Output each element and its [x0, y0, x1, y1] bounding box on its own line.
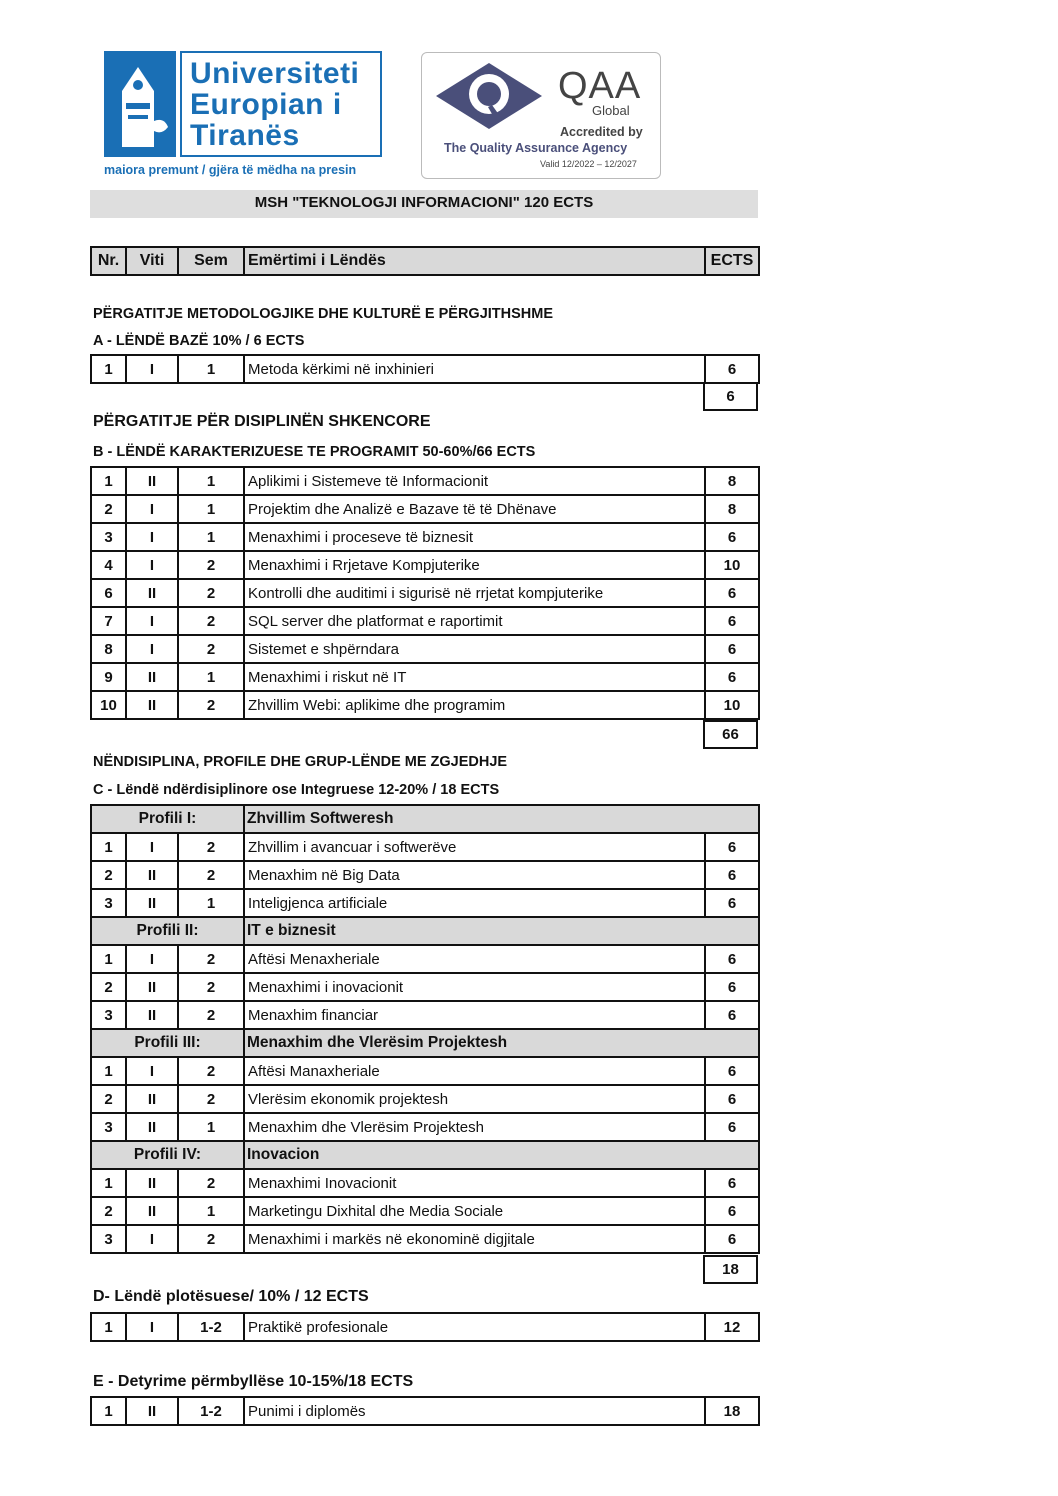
cell-viti: II: [126, 973, 178, 1001]
section-c-total: 18: [703, 1255, 758, 1284]
profile-name: Menaxhim dhe Vlerësim Projektesh: [244, 1029, 759, 1057]
cell-nr: 3: [91, 523, 126, 551]
cell-nr: 4: [91, 551, 126, 579]
cell-ects: 6: [705, 945, 759, 973]
cell-course-name: Metoda kërkimi në inxhinieri: [244, 355, 705, 383]
cell-course-name: SQL server dhe platformat e raportimit: [244, 607, 705, 635]
cell-ects: 6: [705, 1057, 759, 1085]
section-c-row: [91, 1169, 759, 1197]
section-a-group-title: PËRGATITJE METODOLOGJIKE DHE KULTURË E PËRGJITHSHME: [93, 306, 554, 322]
section-b-row: [91, 663, 759, 691]
cell-course-name: Menaxhimi i inovacionit: [244, 973, 705, 1001]
cell-course-name: Sistemet e shpërndara: [244, 635, 705, 663]
cell-viti: II: [126, 889, 178, 917]
column-header-table: [90, 246, 760, 276]
qaa-brand: QAA: [558, 65, 642, 107]
cell-sem: 1: [178, 355, 244, 383]
cell-viti: II: [126, 467, 178, 495]
cell-nr: 1: [91, 1169, 126, 1197]
cell-sem: 2: [178, 1001, 244, 1029]
section-c-row: [91, 1001, 759, 1029]
cell-sem: 1: [178, 495, 244, 523]
section-c-row: [91, 861, 759, 889]
university-name-line-2: Europian i: [190, 88, 342, 121]
cell-sem: 2: [178, 1225, 244, 1253]
section-a-total: 6: [703, 382, 758, 411]
profile-header-row: [91, 917, 759, 945]
cell-sem: 1-2: [178, 1313, 244, 1341]
cell-sem: 2: [178, 973, 244, 1001]
cell-course-name: Menaxhimi i markës në ekonominë digjitale: [244, 1225, 705, 1253]
profile-name: Zhvillim Softweresh: [244, 805, 759, 833]
cell-viti: II: [126, 1197, 178, 1225]
section-e-table: [90, 1396, 760, 1426]
cell-viti: I: [126, 1313, 178, 1341]
cell-nr: 2: [91, 1197, 126, 1225]
section-a-row: [91, 355, 759, 383]
cell-nr: 1: [91, 1057, 126, 1085]
cell-nr: 2: [91, 861, 126, 889]
cell-ects: 6: [705, 1001, 759, 1029]
cell-sem: 1: [178, 1113, 244, 1141]
cell-viti: II: [126, 663, 178, 691]
cell-ects: 8: [705, 495, 759, 523]
cell-course-name: Zhvillim i avancuar i softwerëve: [244, 833, 705, 861]
header-sem: Sem: [178, 247, 244, 275]
cell-sem: 1: [178, 889, 244, 917]
section-c-table: [90, 804, 760, 1254]
cell-sem: 2: [178, 1169, 244, 1197]
cell-sem: 2: [178, 551, 244, 579]
university-name-box: [180, 51, 382, 157]
section-c-row: [91, 1225, 759, 1253]
cell-course-name: Menaxhim në Big Data: [244, 861, 705, 889]
cell-sem: 2: [178, 1057, 244, 1085]
cell-course-name: Marketingu Dixhital dhe Media Sociale: [244, 1197, 705, 1225]
university-name-line-1: Universiteti: [190, 57, 360, 90]
cell-nr: 1: [91, 467, 126, 495]
section-c-row: [91, 1113, 759, 1141]
section-b-row: [91, 691, 759, 719]
cell-viti: II: [126, 1397, 178, 1425]
section-b-title: B - LËNDË KARAKTERIZUESE TE PROGRAMIT 50-60%/66 ECTS: [93, 444, 536, 460]
cell-viti: I: [126, 523, 178, 551]
section-b-row: [91, 467, 759, 495]
qaa-agency: The Quality Assurance Agency: [444, 141, 628, 155]
cell-sem: 2: [178, 607, 244, 635]
section-d-title: D- Lëndë plotësuese/ 10% / 12 ECTS: [93, 1288, 369, 1305]
cell-viti: I: [126, 833, 178, 861]
cell-ects: 6: [705, 635, 759, 663]
section-b-table: [90, 466, 760, 720]
cell-sem: 1: [178, 467, 244, 495]
profile-label: Profili II:: [91, 917, 244, 945]
cell-ects: 6: [705, 579, 759, 607]
cell-nr: 1: [91, 833, 126, 861]
section-b-row: [91, 495, 759, 523]
profile-header-row: [91, 1141, 759, 1169]
cell-ects: 6: [705, 607, 759, 635]
cell-sem: 1: [178, 663, 244, 691]
cell-ects: 6: [705, 973, 759, 1001]
section-a-table: [90, 354, 760, 384]
cell-course-name: Praktikë profesionale: [244, 1313, 705, 1341]
cell-ects: 6: [705, 1113, 759, 1141]
cell-ects: 18: [705, 1397, 759, 1425]
section-b-row: [91, 607, 759, 635]
qaa-sub: Global: [592, 103, 630, 118]
qaa-accredited-by: Accredited by: [560, 125, 643, 139]
profile-header-row: [91, 805, 759, 833]
section-b-group-title: PËRGATITJE PËR DISIPLINËN SHKENCORE: [93, 413, 431, 430]
cell-viti: II: [126, 1169, 178, 1197]
cell-nr: 2: [91, 495, 126, 523]
cell-ects: 6: [705, 861, 759, 889]
cell-viti: I: [126, 607, 178, 635]
cell-nr: 7: [91, 607, 126, 635]
profile-label: Profili I:: [91, 805, 244, 833]
cell-course-name: Menaxhimi i Rrjetave Kompjuterike: [244, 551, 705, 579]
section-c-row: [91, 1057, 759, 1085]
cell-ects: 6: [705, 1225, 759, 1253]
cell-nr: 3: [91, 1001, 126, 1029]
university-name-line-3: Tiranës: [190, 119, 300, 152]
column-header-row: [91, 247, 759, 275]
university-emblem-icon: [104, 51, 176, 157]
qaa-valid: Valid 12/2022 – 12/2027: [540, 159, 637, 169]
cell-sem: 1: [178, 1197, 244, 1225]
section-c-row: [91, 945, 759, 973]
cell-nr: 8: [91, 635, 126, 663]
cell-nr: 3: [91, 1225, 126, 1253]
cell-nr: 3: [91, 1113, 126, 1141]
cell-viti: II: [126, 579, 178, 607]
cell-ects: 10: [705, 551, 759, 579]
cell-ects: 6: [705, 355, 759, 383]
cell-viti: II: [126, 691, 178, 719]
cell-course-name: Aftësi Manaxheriale: [244, 1057, 705, 1085]
cell-ects: 6: [705, 833, 759, 861]
cell-viti: I: [126, 551, 178, 579]
qaa-eye-icon: [434, 61, 544, 131]
cell-viti: II: [126, 1001, 178, 1029]
cell-course-name: Zhvillim Webi: aplikime dhe programim: [244, 691, 705, 719]
section-d-table: [90, 1312, 760, 1342]
cell-nr: 1: [91, 355, 126, 383]
cell-ects: 8: [705, 467, 759, 495]
header-ects: ECTS: [705, 247, 759, 275]
cell-course-name: Menaxhim financiar: [244, 1001, 705, 1029]
cell-nr: 1: [91, 945, 126, 973]
section-e-row: [91, 1397, 759, 1425]
program-title: MSH "TEKNOLOGJI INFORMACIONI" 120 ECTS: [254, 194, 594, 211]
university-logo: [104, 51, 384, 181]
cell-course-name: Punimi i diplomës: [244, 1397, 705, 1425]
cell-course-name: Aplikimi i Sistemeve të Informacionit: [244, 467, 705, 495]
university-tagline: maiora premunt / gjëra të mëdha na presin: [104, 163, 357, 177]
cell-ects: 6: [705, 1197, 759, 1225]
cell-nr: 10: [91, 691, 126, 719]
section-c-row: [91, 973, 759, 1001]
header-viti: Viti: [126, 247, 178, 275]
header-nr: Nr.: [91, 247, 126, 275]
section-b-row: [91, 523, 759, 551]
cell-nr: 3: [91, 889, 126, 917]
cell-viti: II: [126, 861, 178, 889]
cell-viti: II: [126, 1113, 178, 1141]
cell-course-name: Projektim dhe Analizë e Bazave të të Dhënave: [244, 495, 705, 523]
section-c-group-title: NËNDISIPLINA, PROFILE DHE GRUP-LËNDE ME ZGJEDHJE: [93, 754, 508, 770]
section-c-row: [91, 1085, 759, 1113]
cell-ects: 6: [705, 889, 759, 917]
cell-nr: 1: [91, 1313, 126, 1341]
section-b-row: [91, 635, 759, 663]
cell-sem: 2: [178, 579, 244, 607]
profile-label: Profili III:: [91, 1029, 244, 1057]
cell-sem: 2: [178, 833, 244, 861]
cell-sem: 1-2: [178, 1397, 244, 1425]
cell-viti: I: [126, 1225, 178, 1253]
section-c-title: C - Lëndë ndërdisiplinore ose Integruese 12-20% / 18 ECTS: [93, 782, 500, 798]
cell-ects: 6: [705, 1169, 759, 1197]
cell-course-name: Aftësi Menaxheriale: [244, 945, 705, 973]
cell-course-name: Menaxhimi i proceseve të biznesit: [244, 523, 705, 551]
cell-sem: 2: [178, 1085, 244, 1113]
cell-nr: 9: [91, 663, 126, 691]
cell-sem: 2: [178, 945, 244, 973]
cell-viti: I: [126, 1057, 178, 1085]
section-c-row: [91, 889, 759, 917]
cell-course-name: Inteligjenca artificiale: [244, 889, 705, 917]
cell-sem: 2: [178, 861, 244, 889]
cell-course-name: Menaxhim dhe Vlerësim Projektesh: [244, 1113, 705, 1141]
section-c-row: [91, 1197, 759, 1225]
cell-viti: I: [126, 635, 178, 663]
cell-viti: I: [126, 355, 178, 383]
cell-sem: 2: [178, 691, 244, 719]
cell-ects: 6: [705, 1085, 759, 1113]
profile-label: Profili IV:: [91, 1141, 244, 1169]
cell-viti: I: [126, 495, 178, 523]
section-b-total: 66: [703, 720, 758, 749]
cell-ects: 10: [705, 691, 759, 719]
section-b-row: [91, 551, 759, 579]
section-c-row: [91, 833, 759, 861]
cell-viti: I: [126, 945, 178, 973]
cell-sem: 2: [178, 635, 244, 663]
profile-header-row: [91, 1029, 759, 1057]
cell-nr: 2: [91, 1085, 126, 1113]
section-e-title: E - Detyrime përmbyllëse 10-15%/18 ECTS: [93, 1373, 414, 1390]
section-a-title: A - LËNDË BAZË 10% / 6 ECTS: [93, 333, 305, 349]
section-b-row: [91, 579, 759, 607]
profile-name: IT e biznesit: [244, 917, 759, 945]
cell-course-name: Menaxhimi Inovacionit: [244, 1169, 705, 1197]
cell-nr: 6: [91, 579, 126, 607]
cell-course-name: Vlerësim ekonomik projektesh: [244, 1085, 705, 1113]
cell-course-name: Menaxhimi i riskut në IT: [244, 663, 705, 691]
profile-name: Inovacion: [244, 1141, 759, 1169]
cell-ects: 6: [705, 523, 759, 551]
cell-viti: II: [126, 1085, 178, 1113]
cell-ects: 6: [705, 663, 759, 691]
header-course-name: Emërtimi i Lëndës: [244, 247, 705, 275]
cell-nr: 1: [91, 1397, 126, 1425]
qaa-accreditation-logo: [421, 52, 661, 179]
cell-sem: 1: [178, 523, 244, 551]
cell-course-name: Kontrolli dhe auditimi i sigurisë në rrjetat kompjuterike: [244, 579, 705, 607]
program-title-bar: [90, 190, 758, 218]
cell-ects: 12: [705, 1313, 759, 1341]
cell-nr: 2: [91, 973, 126, 1001]
section-d-row: [91, 1313, 759, 1341]
